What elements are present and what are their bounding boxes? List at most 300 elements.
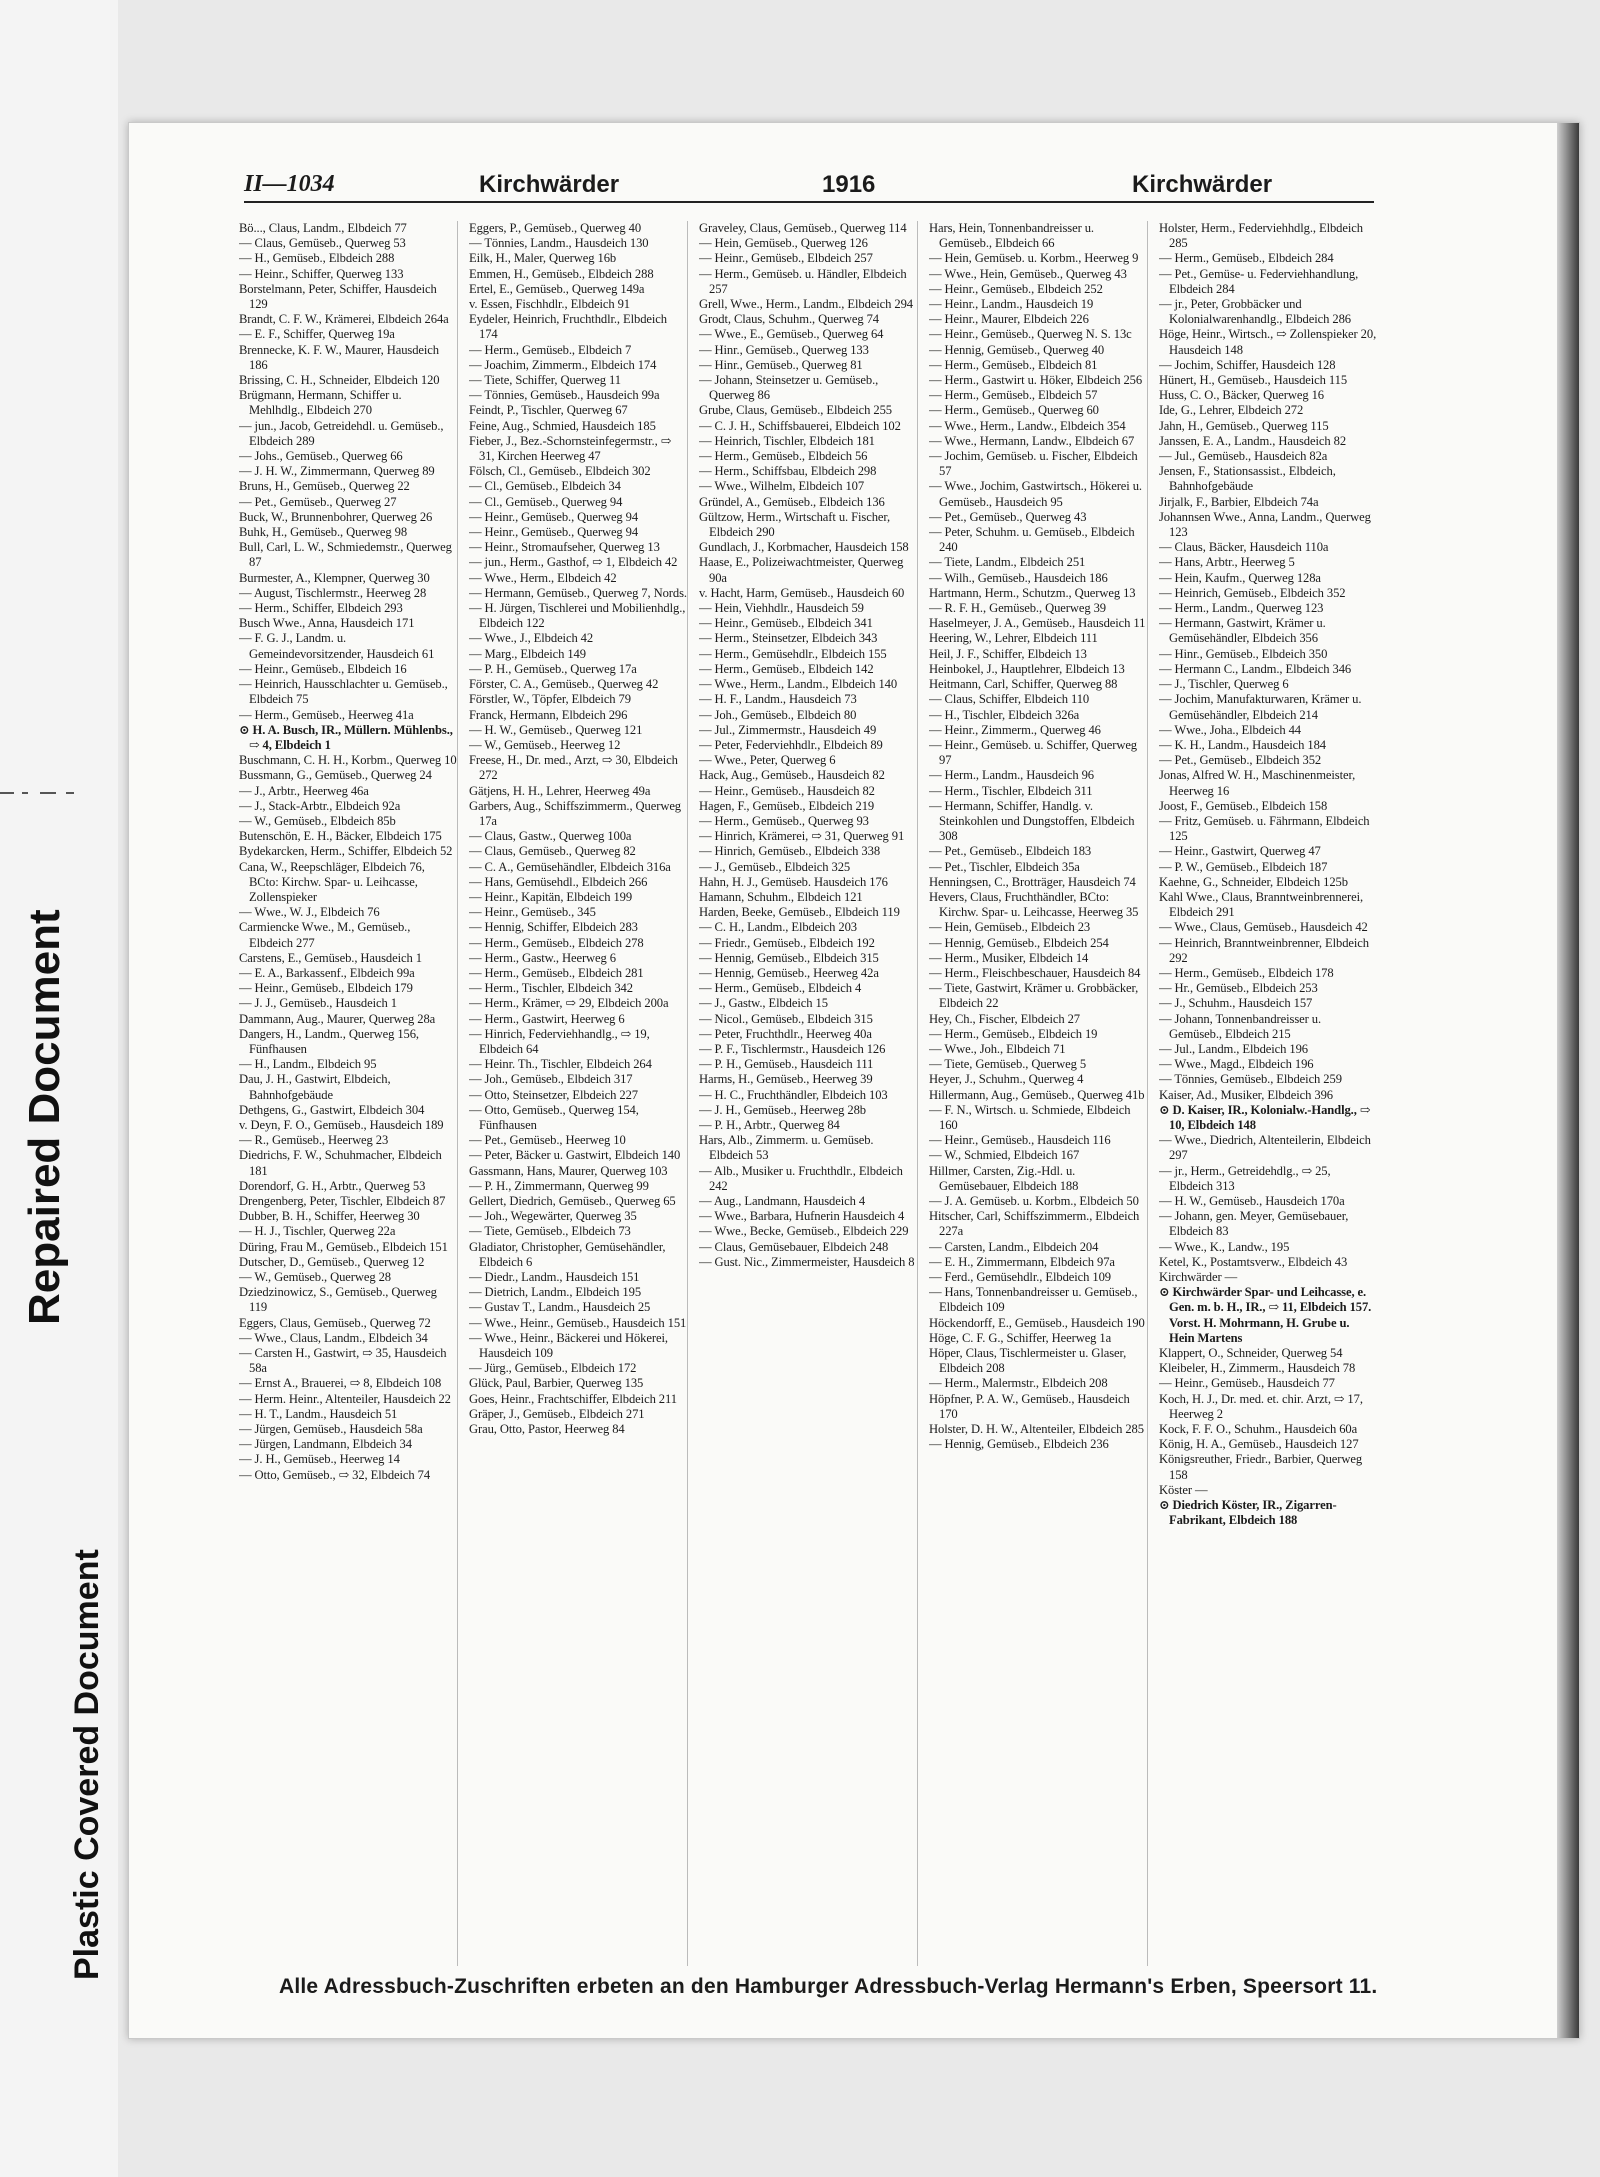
directory-entry: Bydekarcken, Herm., Schiffer, Elbdeich 52 [239,844,453,859]
directory-entry: Gräper, J., Gemüseb., Elbdeich 271 [469,1406,645,1421]
directory-entry: — Peter, Fruchthdlr., Heerweg 40a [699,1026,872,1041]
directory-entry: Buhk, H., Gemüseb., Querweg 98 [239,525,408,540]
directory-entry: Hevers, Claus, Fruchthändler, BCto: Kirchw. Spar- u. Leihcasse, Heerweg 35 [929,889,1139,920]
directory-entry: — Friedr., Gemüseb., Elbdeich 192 [699,935,875,950]
directory-entry: — Herm. Heinr., Altenteiler, Hausdeich 22 [239,1391,451,1406]
directory-entry: — Heinr., Gemüseb., Elbdeich 179 [239,981,413,996]
directory-entry: Eggers, P., Gemüseb., Querweg 40 [469,221,642,235]
directory-entry: — Wwe., J., Elbdeich 42 [469,631,594,646]
directory-entry: — jr., Peter, Grobbäcker und Kolonialwarenhandlg., Elbdeich 286 [1159,297,1351,327]
directory-entry: — Alb., Musiker u. Fruchthdlr., Elbdeich 242 [699,1163,903,1193]
directory-entry: Garbers, Aug., Schiffszimmerm., Querweg 17a [469,798,682,828]
directory-entry: — Heinr., Gemüseb., Querweg 94 [469,525,639,540]
directory-entry: — Jürg., Gemüseb., Elbdeich 172 [469,1361,637,1376]
directory-entry: Eydeler, Heinrich, Fruchthdlr., Elbdeich 174 [469,312,667,342]
directory-entry: Goes, Heinr., Frachtschiffer, Elbdeich 211 [469,1391,677,1406]
directory-entry: — Hinr., Gemüseb., Elbdeich 350 [1159,646,1328,661]
directory-entry: — F. G. J., Landm. u. Gemeindevorsitzender, Hausdeich 61 [239,631,435,661]
directory-entry: ⊙ Kirchwärder Spar- und Leihcasse, e. Gen. m. b. H., IR., ⇨ 11, Elbdeich 157. Vorst. H. Mohrmann, H. Grube u. Hein Martens [1159,1285,1372,1345]
directory-entry: — Tiete, Landm., Elbdeich 251 [929,555,1086,570]
directory-entry: Burmester, A., Klempner, Querweg 30 [239,570,430,585]
directory-entry: — Wwe., Wilhelm, Elbdeich 107 [699,479,865,494]
directory-entry: Feindt, P., Tischler, Querweg 67 [469,403,628,418]
directory-entry: Carmiencke Wwe., M., Gemüseb., Elbdeich 277 [239,920,411,950]
directory-entry: — Cl., Gemüseb., Elbdeich 34 [469,479,621,494]
directory-entry: Höper, Claus, Tischlermeister u. Glaser, Elbdeich 208 [929,1346,1127,1376]
directory-entry: — Johs., Gemüseb., Querweg 66 [239,449,403,464]
directory-entry: Carstens, E., Gemüseb., Hausdeich 1 [239,950,422,965]
directory-entry: — Hinr., Gemüseb., Querweg 81 [699,357,863,372]
directory-entry: Dutscher, D., Gemüseb., Querweg 12 [239,1254,425,1269]
plastic-covered-document-label: Plastic Covered Document [68,1549,106,1980]
directory-entry: Drengenberg, Peter, Tischler, Elbdeich 87 [239,1194,446,1208]
directory-entry: Brissing, C. H., Schneider, Elbdeich 120 [239,373,440,388]
directory-entry: Brügmann, Hermann, Schiffer u. Mehlhdlg., Elbdeich 270 [239,388,402,418]
directory-entry: — Heinr., Gemüseb., Querweg N. S. 13c [929,327,1132,342]
directory-entry: — Hans, Arbtr., Heerweg 5 [1159,555,1295,570]
directory-entry: — Herm., Gastwirt u. Höker, Elbdeich 256 [929,373,1143,388]
directory-entry: — Heinr., Zimmerm., Querweg 46 [929,722,1101,737]
directory-entry: — H. T., Landm., Hausdeich 51 [239,1406,398,1421]
directory-entry: Höge, C. F. G., Schiffer, Heerweg 1a [929,1330,1112,1345]
directory-entry: — Pet., Gemüseb., Elbdeich 183 [929,844,1092,859]
directory-entry: — F. N., Wirtsch. u. Schmiede, Elbdeich 160 [929,1102,1131,1132]
directory-entry: Brandt, C. F. W., Krämerei, Elbdeich 264a [239,312,449,327]
directory-entry: — Otto, Gemüseb., ⇨ 32, Elbdeich 74 [239,1467,431,1482]
directory-entry: Janssen, E. A., Landm., Hausdeich 82 [1159,433,1347,448]
directory-entry: Höge, Heinr., Wirtsch., ⇨ Zollenspieker 20, Hausdeich 148 [1159,327,1377,357]
page-footer: Alle Adressbuch-Zuschriften erbeten an den Hamburger Adressbuch-Verlag Hermann's Erben, Speersort 11. [279,1975,1378,1998]
directory-entry: — Claus, Bäcker, Hausdeich 110a [1159,540,1329,555]
directory-entry: — Joh., Gemüseb., Elbdeich 80 [699,707,857,722]
directory-entry: Heil, J. F., Schiffer, Elbdeich 13 [929,646,1087,661]
directory-entry: — Herm., Gemüseb., Elbdeich 281 [469,965,644,980]
directory-entry: Grell, Wwe., Herm., Landm., Elbdeich 294 [699,297,913,312]
directory-entry: — H., Landm., Elbdeich 95 [239,1057,377,1072]
directory-entry: — Tiete, Gastwirt, Krämer u. Grobbäcker, Elbdeich 22 [929,981,1139,1011]
directory-entry: — Jul., Landm., Elbdeich 196 [1159,1041,1309,1056]
directory-entry: Bull, Carl, L. W., Schmiedemstr., Querweg 87 [239,540,452,570]
directory-entry: König, H. A., Gemüseb., Hausdeich 127 [1159,1437,1359,1452]
directory-entry: Gültzow, Herm., Wirtschaft u. Fischer, Elbdeich 290 [699,509,891,540]
directory-entry: — Claus, Gemüseb., Querweg 82 [469,844,636,859]
directory-entry: — Herm., Gemüseb., Querweg 93 [699,813,869,828]
sidebar-margin [0,0,118,2177]
directory-entry: — Wwe., Herm., Landm., Elbdeich 140 [699,677,898,692]
directory-entry: — Pet., Gemüseb., Querweg 43 [929,509,1087,524]
directory-entry: — Wwe., Diedrich, Altenteilerin, Elbdeich 297 [1159,1133,1371,1163]
directory-entry: — Herm., Gemüseb., Elbdeich 284 [1159,251,1334,266]
directory-entry: — H. F., Landm., Hausdeich 73 [699,692,857,707]
directory-entry: Kleibeler, H., Zimmerm., Hausdeich 78 [1159,1361,1356,1376]
directory-entry: — Herm., Gemüseb., Elbdeich 278 [469,935,644,950]
directory-entry: — Herm., Gemüseb., Elbdeich 56 [699,449,868,464]
directory-entry: Hars, Hein, Tonnenbandreisser u. Gemüseb., Elbdeich 66 [929,221,1094,251]
directory-entry: Förstler, W., Töpfer, Elbdeich 79 [469,692,631,707]
directory-entry: Ide, G., Lehrer, Elbdeich 272 [1159,403,1304,418]
directory-entry: ⊙ H. A. Busch, IR., Müllern. Mühlenbs., ⇨ 4, Elbdeich 1 [239,722,453,752]
directory-entry: — Heinr., Gastwirt, Querweg 47 [1159,844,1321,859]
directory-entry: Kaiser, Ad., Musiker, Elbdeich 396 [1159,1087,1333,1102]
directory-entry: — J. A. Gemüseb. u. Korbm., Elbdeich 50 [929,1194,1139,1208]
directory-entry: — P. W., Gemüseb., Elbdeich 187 [1159,859,1328,874]
directory-entry: Gellert, Diedrich, Gemüseb., Querweg 65 [469,1194,676,1208]
directory-entry: — J. H., Gemüseb., Heerweg 14 [239,1452,400,1467]
directory-entry: — Wwe., Claus, Landm., Elbdeich 34 [239,1330,428,1345]
directory-entry: Eilk, H., Maler, Querweg 16b [469,251,617,266]
directory-entry: — Heinr., Gemüseb., 345 [469,905,596,920]
directory-entry: — Tiete, Gemüseb., Elbdeich 73 [469,1224,631,1239]
directory-entry: — R., Gemüseb., Heerweg 23 [239,1133,389,1148]
directory-entry: — Herm., Schiffer, Elbdeich 293 [239,601,403,616]
directory-entry: — Wwe., Heinr., Gemüseb., Hausdeich 151 [469,1315,687,1330]
directory-entry: — Tönnies, Landm., Hausdeich 130 [469,236,649,251]
directory-entry: — Herm., Gemüseb., Elbdeich 57 [929,388,1098,403]
directory-entry: — H., Gemüseb., Elbdeich 288 [239,251,395,266]
directory-entry: — Wwe., W. J., Elbdeich 76 [239,905,380,920]
directory-entry: Düring, Frau M., Gemüseb., Elbdeich 151 [239,1239,448,1254]
directory-entry: — Wwe., Claus, Gemüseb., Hausdeich 42 [1159,920,1368,935]
directory-entry: — C. J. H., Schiffsbauerei, Elbdeich 102 [699,418,901,433]
directory-entry: — Jürgen, Gemüseb., Hausdeich 58a [239,1422,423,1437]
directory-entry: Fölsch, Cl., Gemüseb., Elbdeich 302 [469,464,651,479]
directory-entry: Heitmann, Carl, Schiffer, Querweg 88 [929,677,1118,692]
directory-entry: — Tiete, Gemüseb., Querweg 5 [929,1057,1087,1072]
directory-entry: — Ferd., Gemüsehdlr., Elbdeich 109 [929,1270,1111,1285]
directory-entry: Dorendorf, G. H., Arbtr., Querweg 53 [239,1178,426,1193]
directory-entry: — Heinr. Th., Tischler, Elbdeich 264 [469,1057,652,1072]
directory-entry: Diedrichs, F. W., Schuhmacher, Elbdeich 181 [239,1148,442,1178]
directory-entry: Fieber, J., Bez.-Schornsteinfegermstr., ⇨ 31, Kirchen Heerweg 47 [469,433,672,464]
directory-entry: — E. F., Schiffer, Querweg 19a [239,327,395,342]
directory-entry: v. Deyn, F. O., Gemüseb., Hausdeich 189 [239,1117,444,1132]
directory-entry: Jahn, H., Gemüseb., Querweg 115 [1159,418,1329,433]
directory-entry: Buck, W., Brunnenbohrer, Querweg 26 [239,509,433,524]
directory-entry: — Hinrich, Gemüseb., Elbdeich 338 [699,844,881,859]
directory-entry: — Heinr., Gemüseb., Querweg 94 [469,509,639,524]
directory-entry: Hitscher, Carl, Schiffszimmerm., Elbdeich 227a [929,1209,1140,1239]
directory-entry: — Heinr., Gemüseb., Hausdeich 82 [699,783,875,798]
directory-entry: Hars, Alb., Zimmerm. u. Gemüseb. Elbdeich 53 [699,1133,874,1163]
directory-entry: Graveley, Claus, Gemüseb., Querweg 114 [699,221,907,235]
directory-entry: Cana, W., Reepschläger, Elbdeich 76, BCto: Kirchw. Spar- u. Leihcasse, Zollenspieker [239,859,425,904]
directory-entry: — Wwe., K., Landw., 195 [1159,1239,1290,1254]
directory-entry: — Hr., Gemüseb., Elbdeich 253 [1159,981,1318,996]
directory-entry: Ertel, E., Gemüseb., Querweg 149a [469,281,645,296]
directory-entry: — Pet., Gemüseb., Elbdeich 352 [1159,753,1322,768]
directory-entry: — Jul., Zimmermstr., Hausdeich 49 [699,722,877,737]
directory-entry: — Hinr., Gemüseb., Querweg 133 [699,342,869,357]
directory-entry: — Herm., Gemüsehdlr., Elbdeich 155 [699,646,887,661]
directory-entry: — Claus, Gemüsebauer, Elbdeich 248 [699,1239,889,1254]
directory-entry: Glück, Paul, Barbier, Querweg 135 [469,1376,644,1391]
directory-entry: — Gust. Nic., Zimmermeister, Hausdeich 8 [699,1254,915,1269]
directory-entry: — Herm., Gemüseb., Elbdeich 142 [699,661,874,676]
directory-entry: — Hans, Tonnenbandreisser u. Gemüseb., Elbdeich 109 [929,1285,1138,1315]
directory-entry: — Wwe., Barbara, Hufnerin Hausdeich 4 [699,1209,905,1224]
directory-entry: — P. H., Gemüseb., Querweg 17a [469,661,637,676]
directory-entry: Johannsen Wwe., Anna, Landm., Querweg 123 [1159,509,1371,540]
directory-entry: — Otto, Steinsetzer, Elbdeich 227 [469,1087,638,1102]
directory-entry: — Carsten H., Gastwirt, ⇨ 35, Hausdeich 58a [239,1346,447,1376]
directory-entry: — J., Schuhm., Hausdeich 157 [1159,996,1313,1011]
margin-tick [0,792,14,794]
directory-entry: — Wwe., Herm., Elbdeich 42 [469,570,617,585]
directory-entry: Förster, C. A., Gemüseb., Querweg 42 [469,677,659,692]
directory-entry: — Dietrich, Landm., Elbdeich 195 [469,1285,642,1300]
directory-entry: — Wwe., Hein, Gemüseb., Querweg 43 [929,266,1127,281]
directory-entry: Heering, W., Lehrer, Elbdeich 111 [929,631,1098,646]
directory-entry: Kock, F. F. O., Schuhm., Hausdeich 60a [1159,1422,1358,1437]
directory-entry: — Johann, Tonnenbandreisser u. Gemüseb., Elbdeich 215 [1159,1011,1322,1041]
directory-entry: Jirjalk, F., Barbier, Elbdeich 74a [1159,494,1319,509]
directory-entry: Dubber, B. H., Schiffer, Heerweg 30 [239,1209,420,1224]
directory-entry: — W., Gemüseb., Querweg 28 [239,1270,391,1285]
page-edge-shadow [1557,123,1579,2038]
directory-entry: Ketel, K., Postamtsverw., Elbdeich 43 [1159,1254,1348,1269]
directory-entry: — Herm., Gemüseb., Heerweg 41a [239,707,414,722]
directory-entry: — Peter, Schuhm. u. Gemüseb., Elbdeich 240 [929,525,1135,555]
directory-entry: — Herm., Gemüseb., Elbdeich 81 [929,357,1098,372]
directory-entry: — Herm., Landm., Hausdeich 96 [929,768,1094,783]
directory-entry: — Hennig, Gemüseb., Elbdeich 236 [929,1437,1109,1452]
directory-entry: — Hermann, Schiffer, Handlg. v. Steinkohlen und Dungstoffen, Elbdeich 308 [929,798,1135,844]
column-3 [699,221,918,1966]
directory-entry: — J., Stack-Arbtr., Elbdeich 92a [239,798,401,813]
directory-entry: Hack, Aug., Gemüseb., Hausdeich 82 [699,768,885,783]
directory-entry: — Wwe., Becke, Gemüseb., Elbdeich 229 [699,1224,909,1239]
directory-entry: — E. A., Barkassenf., Elbdeich 99a [239,965,415,980]
directory-entry: Haselmeyer, J. A., Gemüseb., Hausdeich 11 [929,616,1146,631]
directory-entry: — Wwe., Heinr., Bäckerei und Hökerei, Hausdeich 109 [469,1330,668,1361]
directory-entry: Grodt, Claus, Schuhm., Querweg 74 [699,312,879,327]
directory-entry: Eggers, Claus, Gemüseb., Querweg 72 [239,1315,431,1330]
directory-entry: — Hein, Gemüseb., Elbdeich 23 [929,920,1091,935]
directory-entry: — Herm., Tischler, Elbdeich 342 [469,981,633,996]
directory-entry: — Gustav T., Landm., Hausdeich 25 [469,1300,651,1315]
directory-entry: v. Hacht, Harm, Gemüseb., Hausdeich 60 [699,585,905,600]
column-1 [239,221,458,1966]
directory-entry: Borstelmann, Peter, Schiffer, Hausdeich 129 [239,281,437,312]
directory-entry: — Herm., Gemüseb., Elbdeich 178 [1159,965,1334,980]
directory-entry: — Herm., Landm., Querweg 123 [1159,601,1324,616]
directory-entry: — Heinr., Gemüseb., Elbdeich 257 [699,251,873,266]
directory-entry: Haase, E., Polizeiwachtmeister, Querweg 90a [699,555,904,585]
directory-entry: — Jul., Gemüseb., Hausdeich 82a [1159,449,1328,464]
directory-entry: — Wwe., Magd., Elbdeich 196 [1159,1057,1314,1072]
directory-entry: — Jochim, Schiffer, Hausdeich 128 [1159,357,1336,372]
directory-entry: Grube, Claus, Gemüseb., Elbdeich 255 [699,403,892,418]
repaired-document-label: Repaired Document [20,909,69,1325]
directory-entry: — Hein, Viehhdlr., Hausdeich 59 [699,601,864,616]
directory-entry: Jonas, Alfred W. H., Maschinenmeister, Heerweg 16 [1159,768,1356,798]
directory-entry: — Hein, Gemüseb., Querweg 126 [699,236,868,251]
directory-entry: — C. A., Gemüsehändler, Elbdeich 316a [469,859,671,874]
directory-entry: — Heinr., Gemüseb., Elbdeich 341 [699,616,873,631]
directory-entry: — Herm., Musiker, Elbdeich 14 [929,950,1089,965]
directory-entry: — Carsten, Landm., Elbdeich 204 [929,1239,1099,1254]
directory-entry: — J., Arbtr., Heerweg 46a [239,783,369,798]
margin-tick [66,792,74,794]
directory-entry: — Jürgen, Landmann, Elbdeich 34 [239,1437,412,1452]
directory-entry: — jun., Jacob, Getreidehdl. u. Gemüseb., Elbdeich 289 [239,418,444,448]
directory-entry: Koch, H. J., Dr. med. et. chir. Arzt, ⇨ 17, Heerweg 2 [1159,1391,1363,1421]
directory-entry: — Heinr., Maurer, Elbdeich 226 [929,312,1089,327]
directory-entry: — jun., Herm., Gasthof, ⇨ 1, Elbdeich 42 [469,555,678,570]
directory-entry: — Hermann, Gastwirt, Krämer u. Gemüsehändler, Elbdeich 356 [1159,616,1326,646]
column-5 [1159,221,1377,1966]
directory-entry: — Heinr., Gemüseb., Hausdeich 116 [929,1133,1111,1148]
directory-entry: Hünert, H., Gemüseb., Hausdeich 115 [1159,373,1348,388]
directory-entry: — Wwe., Jochim, Gastwirtsch., Hökerei u. Gemüseb., Hausdeich 95 [929,479,1142,509]
directory-entry: — Heinrich, Hausschlachter u. Gemüseb., Elbdeich 75 [239,677,448,707]
directory-entry: Kirchwärder — [1159,1270,1238,1285]
directory-entry: Kaehne, G., Schneider, Elbdeich 125b [1159,874,1348,889]
directory-entry: — Pet., Gemüseb., Heerweg 10 [469,1133,626,1148]
header-place-left: Kirchwärder [479,171,620,198]
directory-entry: Holster, D. H. W., Altenteiler, Elbdeich 285 [929,1422,1144,1437]
directory-entry: — H., Tischler, Elbdeich 326a [929,707,1080,722]
directory-entry: Freese, H., Dr. med., Arzt, ⇨ 30, Elbdeich 272 [469,753,678,783]
directory-entry: Harden, Beeke, Gemüseb., Elbdeich 119 [699,905,900,920]
directory-entry: — Pet., Gemüseb., Querweg 27 [239,494,397,509]
directory-entry: — H. W., Gemüseb., Querweg 121 [469,722,643,737]
directory-entry: — Heinrich, Branntweinbrenner, Elbdeich 292 [1159,935,1369,965]
directory-entry: — W., Schmied, Elbdeich 167 [929,1148,1080,1163]
directory-entry: Dau, J. H., Gastwirt, Elbdeich, Bahnhofgebäude [239,1072,391,1102]
directory-entry: — Herm., Gemüseb., Elbdeich 4 [699,981,862,996]
directory-entry: — Johann, gen. Meyer, Gemüsebauer, Elbdeich 83 [1159,1209,1349,1239]
directory-entry: Harms, H., Gemüseb., Heerweg 39 [699,1072,873,1087]
directory-entry: — Tiete, Schiffer, Querweg 11 [469,373,621,388]
directory-entry: — Heinr., Gemüseb., Elbdeich 252 [929,281,1103,296]
directory-entry: — Herm., Krämer, ⇨ 29, Elbdeich 200a [469,996,669,1011]
directory-entry: Brennecke, K. F. W., Maurer, Hausdeich 186 [239,342,439,372]
margin-tick [22,792,28,794]
directory-entry: — Herm., Malermstr., Elbdeich 208 [929,1376,1108,1391]
directory-entry: — Herm., Gemüseb., Elbdeich 7 [469,342,632,357]
directory-entry: — Herm., Gemüseb., Elbdeich 19 [929,1026,1098,1041]
header-year: 1916 [822,171,876,198]
directory-entry: Buschmann, C. H. H., Korbm., Querweg 10 [239,753,457,768]
directory-entry: — Heinrich, Gemüseb., Elbdeich 352 [1159,585,1346,600]
page-header [244,171,1374,203]
directory-entry: — Heinr., Landm., Hausdeich 19 [929,297,1094,312]
directory-entry: Dangers, H., Landm., Querweg 156, Fünfhausen [239,1026,419,1056]
directory-entry: — Joh., Wegewärter, Querweg 35 [469,1209,637,1224]
margin-tick [40,792,56,794]
directory-entry: — Hennig, Gemüseb., Querweg 40 [929,342,1105,357]
directory-entry: — P. H., Zimmermann, Querweg 99 [469,1178,649,1193]
directory-entry: — Heinr., Gemüseb. u. Schiffer, Querweg 97 [929,737,1138,768]
directory-entry: — Heinr., Gemüseb., Hausdeich 77 [1159,1376,1335,1391]
directory-entry: Hagen, F., Gemüseb., Elbdeich 219 [699,798,875,813]
directory-entry: Jensen, F., Stationsassist., Elbdeich, Bahnhofgebäude [1159,464,1336,494]
directory-entry: — W., Gemüseb., Elbdeich 85b [239,813,396,828]
directory-entry: — Joachim, Zimmerm., Elbdeich 174 [469,357,657,372]
directory-entry: Höpfner, P. A. W., Gemüseb., Hausdeich 170 [929,1391,1130,1421]
directory-entry: — Peter, Bäcker u. Gastwirt, Elbdeich 140 [469,1148,681,1163]
directory-entry: Huss, C. O., Bäcker, Querweg 16 [1159,388,1324,403]
directory-columns [239,221,1379,1966]
directory-entry: — Wwe., E., Gemüseb., Querweg 64 [699,327,884,342]
directory-entry: — Cl., Gemüseb., Querweg 94 [469,494,623,509]
directory-entry: — Wwe., Joh., Elbdeich 71 [929,1041,1066,1056]
directory-entry: — E. H., Zimmermann, Elbdeich 97a [929,1254,1115,1269]
directory-entry: — Hinrich, Federviehhandlg., ⇨ 19, Elbdeich 64 [469,1026,650,1056]
directory-entry: — Diedr., Landm., Hausdeich 151 [469,1270,640,1285]
directory-entry: Emmen, H., Gemüseb., Elbdeich 288 [469,266,654,281]
directory-entry: — August, Tischlermstr., Heerweg 28 [239,585,427,600]
directory-entry: — Herm., Fleischbeschauer, Hausdeich 84 [929,965,1141,980]
directory-page [128,122,1580,2039]
directory-entry: Busch Wwe., Anna, Hausdeich 171 [239,616,415,631]
directory-entry: Franck, Hermann, Elbdeich 296 [469,707,628,722]
directory-entry: Butenschön, E. H., Bäcker, Elbdeich 175 [239,829,442,844]
directory-entry: — Wwe., Hermann, Landw., Elbdeich 67 [929,433,1135,448]
directory-entry: — J., Tischler, Querweg 6 [1159,677,1289,692]
directory-entry: — W., Gemüseb., Heerweg 12 [469,737,621,752]
directory-entry: — jr., Herm., Getreidehdlg., ⇨ 25, Elbdeich 313 [1159,1163,1331,1193]
directory-entry: — Pet., Tischler, Elbdeich 35a [929,859,1080,874]
directory-entry: — Tönnies, Gemüseb., Hausdeich 99a [469,388,660,403]
directory-entry: v. Essen, Fischhdlr., Elbdeich 91 [469,297,630,312]
directory-entry: — C. H., Landm., Elbdeich 203 [699,920,857,935]
directory-entry: — Hinrich, Krämerei, ⇨ 31, Querweg 91 [699,829,905,844]
directory-entry: — J. H. W., Zimmermann, Querweg 89 [239,464,435,479]
directory-entry: — Jochim, Gemüseb. u. Fischer, Elbdeich 57 [929,449,1138,479]
directory-entry: — Fritz, Gemüseb. u. Fährmann, Elbdeich 125 [1159,813,1370,844]
directory-entry: — Heinrich, Tischler, Elbdeich 181 [699,433,875,448]
directory-entry: — Otto, Gemüseb., Querweg 154, Fünfhausen [469,1102,639,1132]
directory-entry: Gladiator, Christopher, Gemüsehändler, Elbdeich 6 [469,1239,666,1269]
column-4 [929,221,1148,1966]
directory-entry: Grau, Otto, Pastor, Heerweg 84 [469,1422,625,1437]
directory-entry: Dziedzinowicz, S., Gemüseb., Querweg 119 [239,1285,437,1315]
directory-entry: — Johann, Steinsetzer u. Gemüseb., Querweg 86 [699,373,879,403]
directory-entry: — H. Jürgen, Tischlerei und Mobilienhdlg., Elbdeich 122 [469,601,686,631]
directory-entry: — R. F. H., Gemüseb., Querweg 39 [929,601,1106,616]
directory-entry: Hartmann, Herm., Schutzm., Querweg 13 [929,585,1136,600]
column-2 [469,221,688,1966]
directory-entry: Bussmann, G., Gemüseb., Querweg 24 [239,768,432,783]
directory-entry: Gassmann, Hans, Maurer, Querweg 103 [469,1163,668,1178]
directory-entry: — Marg., Elbdeich 149 [469,646,586,661]
directory-entry: — Aug., Landmann, Hausdeich 4 [699,1194,866,1208]
directory-entry: — Hans, Gemüsehdl., Elbdeich 266 [469,874,648,889]
directory-entry: — H. J., Tischler, Querweg 22a [239,1224,396,1239]
directory-entry: — K. H., Landm., Hausdeich 184 [1159,737,1326,752]
directory-entry: — Hein, Gemüseb. u. Korbm., Heerweg 9 [929,251,1139,266]
directory-entry: — H. C., Fruchthändler, Elbdeich 103 [699,1087,888,1102]
directory-entry: — Hennig, Gemüseb., Heerweg 42a [699,965,879,980]
directory-entry: — Wwe., Herm., Landw., Elbdeich 354 [929,418,1126,433]
directory-entry: Bruns, H., Gemüseb., Querweg 22 [239,479,410,494]
directory-entry: — Ernst A., Brauerei, ⇨ 8, Elbdeich 108 [239,1376,442,1391]
directory-entry: — J., Gemüseb., Elbdeich 325 [699,859,851,874]
directory-entry: — Joh., Gemüseb., Elbdeich 317 [469,1072,633,1087]
directory-entry: Dammann, Aug., Maurer, Querweg 28a [239,1011,436,1026]
directory-entry: Hillermann, Aug., Gemüseb., Querweg 41b [929,1087,1145,1102]
directory-entry: — Wilh., Gemüseb., Hausdeich 186 [929,570,1108,585]
directory-entry: — Hennig, Gemüseb., Elbdeich 254 [929,935,1109,950]
directory-entry: — Hein, Kaufm., Querweg 128a [1159,570,1321,585]
directory-entry: ⊙ Diedrich Köster, IR., Zigarren-Fabrikant, Elbdeich 188 [1159,1498,1337,1528]
directory-entry: Hillmer, Carsten, Zig.-Hdl. u. Gemüsebauer, Elbdeich 188 [929,1163,1079,1193]
directory-entry: Feine, Aug., Schmied, Hausdeich 185 [469,418,656,433]
directory-entry: Hahn, H. J., Gemüseb. Hausdeich 176 [699,874,888,889]
directory-entry: Gätjens, H. H., Lehrer, Heerweg 49a [469,783,651,798]
